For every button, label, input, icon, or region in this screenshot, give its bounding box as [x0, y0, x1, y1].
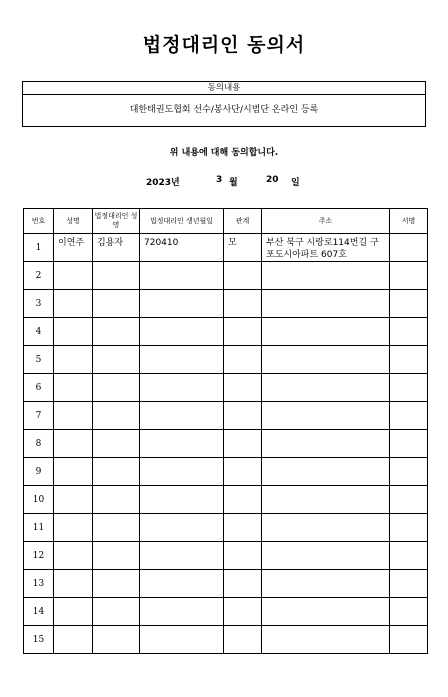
header-relation: 관계 — [224, 209, 262, 234]
header-guardian-name: 법정대리인 성명 — [93, 209, 140, 234]
cell-address — [262, 318, 390, 346]
cell-guardian-birth — [140, 458, 224, 486]
cell-address — [262, 598, 390, 626]
table-row — [24, 458, 428, 486]
table-row — [24, 430, 428, 458]
cell-relation — [224, 514, 262, 542]
cell-guardian-name — [93, 598, 140, 626]
cell-guardian-name — [93, 374, 140, 402]
cell-no: 12 — [24, 542, 54, 570]
cell-address — [262, 402, 390, 430]
table-row — [24, 402, 428, 430]
cell-guardian-birth — [140, 626, 224, 654]
cell-no: 8 — [24, 430, 54, 458]
cell-name — [54, 514, 93, 542]
cell-relation-text: 모 — [228, 238, 237, 248]
table-row — [24, 486, 428, 514]
table-row — [24, 542, 428, 570]
guardian-table — [23, 208, 428, 654]
header-signature: 서명 — [390, 209, 428, 234]
header-no: 번호 — [24, 209, 54, 234]
cell-guardian-birth — [140, 542, 224, 570]
cell-relation — [224, 318, 262, 346]
cell-signature — [390, 514, 428, 542]
cell-guardian-birth — [140, 430, 224, 458]
cell-relation — [224, 626, 262, 654]
cell-signature — [390, 262, 428, 290]
cell-guardian-name — [93, 234, 140, 262]
date-day-unit: 일 — [291, 178, 300, 188]
date-month-unit: 월 — [229, 178, 238, 188]
cell-signature — [390, 346, 428, 374]
cell-name — [54, 262, 93, 290]
cell-no: 10 — [24, 486, 54, 514]
cell-no: 5 — [24, 346, 54, 374]
cell-relation — [224, 290, 262, 318]
cell-relation — [224, 402, 262, 430]
cell-name — [54, 570, 93, 598]
cell-name — [54, 458, 93, 486]
table-row — [24, 598, 428, 626]
cell-guardian-name — [93, 430, 140, 458]
cell-relation — [224, 234, 262, 262]
cell-signature — [390, 402, 428, 430]
cell-name-text: 이연주 — [58, 238, 85, 248]
cell-guardian-birth-text: 720410 — [144, 238, 179, 248]
table-row — [24, 262, 428, 290]
cell-guardian-birth — [140, 514, 224, 542]
cell-name — [54, 542, 93, 570]
cell-relation — [224, 458, 262, 486]
cell-signature — [390, 486, 428, 514]
cell-guardian-name — [93, 290, 140, 318]
cell-guardian-birth — [140, 486, 224, 514]
cell-relation — [224, 570, 262, 598]
table-row — [24, 626, 428, 654]
table-row — [24, 234, 428, 262]
cell-name — [54, 430, 93, 458]
cell-no: 13 — [24, 570, 54, 598]
cell-guardian-name — [93, 570, 140, 598]
cell-name — [54, 374, 93, 402]
table-header-row — [24, 209, 428, 234]
cell-guardian-name — [93, 514, 140, 542]
cell-no: 11 — [24, 514, 54, 542]
table-row — [24, 346, 428, 374]
cell-guardian-name-text: 김용자 — [97, 238, 124, 248]
cell-address — [262, 570, 390, 598]
header-guardian-birth: 법정대리인 생년월일 — [140, 209, 224, 234]
cell-signature — [390, 290, 428, 318]
cell-signature — [390, 430, 428, 458]
cell-guardian-birth — [140, 570, 224, 598]
cell-address — [262, 514, 390, 542]
cell-relation — [224, 430, 262, 458]
date-day-value: 20 — [266, 175, 279, 185]
cell-relation — [224, 346, 262, 374]
cell-address — [262, 234, 390, 262]
cell-guardian-birth — [140, 402, 224, 430]
cell-signature — [390, 598, 428, 626]
cell-guardian-birth — [140, 598, 224, 626]
cell-guardian-name — [93, 626, 140, 654]
cell-no: 4 — [24, 318, 54, 346]
header-name: 성명 — [54, 209, 93, 234]
table-row — [24, 318, 428, 346]
cell-name — [54, 486, 93, 514]
cell-name — [54, 598, 93, 626]
cell-signature — [390, 234, 428, 262]
cell-relation — [224, 374, 262, 402]
cell-signature — [390, 458, 428, 486]
table-row — [24, 290, 428, 318]
cell-name — [54, 346, 93, 374]
cell-guardian-birth — [140, 290, 224, 318]
cell-guardian-name — [93, 486, 140, 514]
cell-address — [262, 262, 390, 290]
cell-guardian-birth — [140, 318, 224, 346]
cell-guardian-name — [93, 262, 140, 290]
cell-guardian-name — [93, 542, 140, 570]
cell-guardian-name — [93, 346, 140, 374]
table-row — [24, 374, 428, 402]
consent-content: 대한태권도협회 선수/봉사단/시범단 온라인 등록 — [129, 105, 319, 115]
cell-relation — [224, 262, 262, 290]
cell-signature — [390, 570, 428, 598]
cell-no: 6 — [24, 374, 54, 402]
consent-box — [22, 81, 426, 127]
cell-no: 7 — [24, 402, 54, 430]
cell-signature — [390, 374, 428, 402]
cell-guardian-name — [93, 402, 140, 430]
agree-statement: 위 내용에 대해 동의합니다. — [169, 148, 279, 158]
cell-no: 1 — [24, 234, 54, 262]
cell-address — [262, 486, 390, 514]
date-year: 2023년 — [146, 178, 180, 188]
cell-address — [262, 542, 390, 570]
cell-no: 14 — [24, 598, 54, 626]
cell-name — [54, 318, 93, 346]
date-month-value: 3 — [216, 175, 223, 185]
cell-address — [262, 290, 390, 318]
cell-no: 2 — [24, 262, 54, 290]
cell-guardian-birth — [140, 262, 224, 290]
cell-relation — [224, 542, 262, 570]
cell-address — [262, 374, 390, 402]
cell-address — [262, 458, 390, 486]
cell-signature — [390, 542, 428, 570]
cell-address — [262, 626, 390, 654]
cell-no: 3 — [24, 290, 54, 318]
table-row — [24, 514, 428, 542]
cell-guardian-birth — [140, 234, 224, 262]
cell-guardian-birth — [140, 346, 224, 374]
cell-address — [262, 346, 390, 374]
cell-address-text: 부산 북구 시랑로114번길 구포도시아파트 607호 — [266, 238, 379, 260]
cell-guardian-name — [93, 458, 140, 486]
consent-heading: 동의내용 — [23, 82, 425, 95]
cell-address — [262, 430, 390, 458]
cell-guardian-name — [93, 318, 140, 346]
cell-signature — [390, 318, 428, 346]
cell-name — [54, 626, 93, 654]
cell-guardian-birth — [140, 374, 224, 402]
cell-no: 15 — [24, 626, 54, 654]
cell-no: 9 — [24, 458, 54, 486]
cell-name — [54, 290, 93, 318]
cell-signature — [390, 626, 428, 654]
cell-name — [54, 402, 93, 430]
cell-relation — [224, 598, 262, 626]
cell-relation — [224, 486, 262, 514]
cell-name — [54, 234, 93, 262]
table-row — [24, 570, 428, 598]
page-title: 법정대리인 동의서 — [142, 34, 306, 56]
header-address: 주소 — [262, 209, 390, 234]
